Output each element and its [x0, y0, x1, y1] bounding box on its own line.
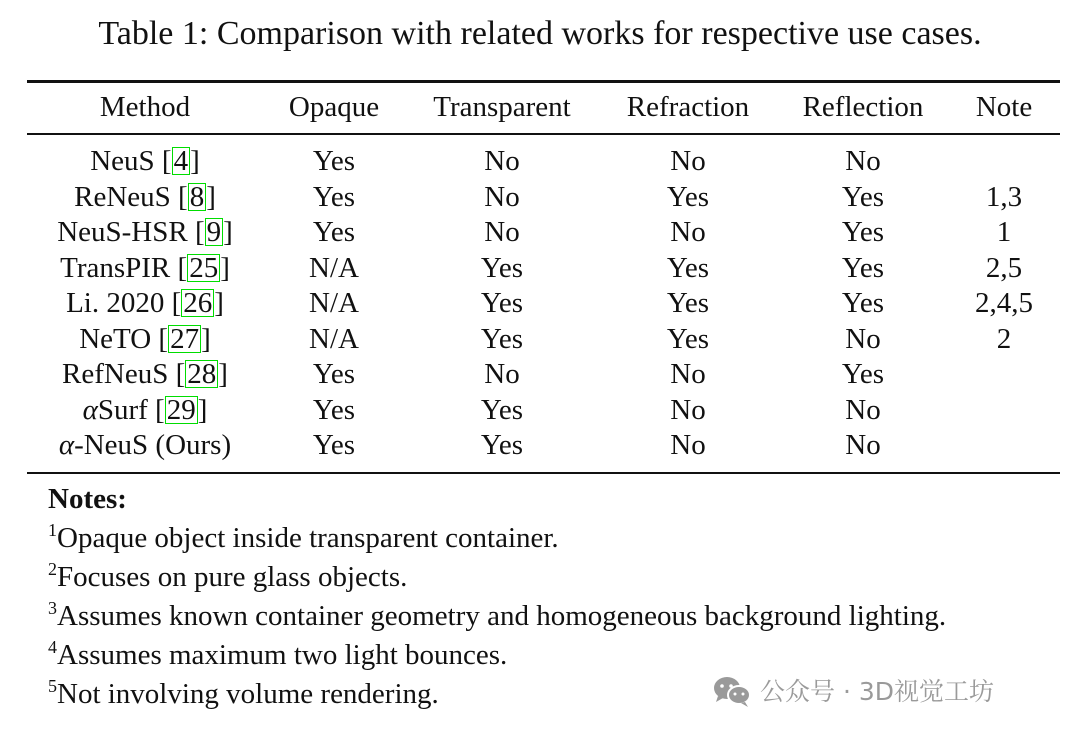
cell-reflection: Yes — [841, 287, 885, 319]
note-number: 2 — [48, 559, 57, 579]
cell-refraction: No — [670, 145, 706, 177]
cell-transparent: No — [484, 358, 520, 390]
table-header-rule — [27, 133, 1060, 135]
watermark — [712, 672, 994, 712]
cell-refraction: Yes — [666, 252, 710, 284]
header-refraction: Refraction — [626, 91, 750, 123]
cell-method: NeuS [4] — [90, 145, 200, 177]
citation-link[interactable]: 8 — [189, 181, 205, 213]
cell-transparent: Yes — [480, 323, 524, 355]
method-name: ReNeuS — [74, 181, 171, 213]
cell-transparent: Yes — [480, 287, 524, 319]
cell-transparent: No — [484, 181, 520, 213]
citation-link[interactable]: 28 — [187, 358, 217, 390]
cell-note: 2,5 — [985, 252, 1023, 284]
cell-reflection: Yes — [841, 181, 885, 213]
cell-refraction: No — [670, 394, 706, 426]
cell-transparent: Yes — [480, 429, 524, 461]
cell-refraction: Yes — [666, 287, 710, 319]
table-top-rule — [27, 80, 1060, 83]
citation-link[interactable]: 25 — [189, 252, 219, 284]
cell-refraction: No — [670, 358, 706, 390]
wechat-icon — [712, 675, 752, 709]
cell-method — [25, 427, 265, 463]
notes-title: Notes: — [48, 483, 127, 515]
cell-method: NeTO [27] — [79, 323, 211, 355]
header-reflection: Reflection — [802, 91, 924, 123]
citation-link[interactable]: 26 — [183, 287, 213, 319]
note-text: Assumes maximum two light bounces. — [57, 639, 508, 671]
note-number: 1 — [48, 520, 57, 540]
note-item — [48, 519, 946, 558]
cell-note: 1 — [996, 216, 1012, 248]
note-number: 3 — [48, 598, 57, 618]
cell-transparent: No — [484, 145, 520, 177]
method-name: -NeuS (Ours) — [74, 429, 232, 461]
cell-opaque: Yes — [312, 181, 356, 213]
note-item — [48, 636, 946, 675]
cell-refraction: Yes — [666, 181, 710, 213]
method-name: RefNeuS — [62, 358, 169, 390]
cell-transparent: Yes — [480, 394, 524, 426]
cell-opaque: N/A — [309, 287, 359, 319]
cell-refraction: Yes — [666, 323, 710, 355]
cell-method: NeuS-HSR [9] — [57, 216, 233, 248]
cell-reflection: Yes — [841, 216, 885, 248]
cell-opaque: Yes — [312, 358, 356, 390]
cell-reflection: No — [845, 145, 881, 177]
cell-opaque: Yes — [312, 394, 356, 426]
method-name: Surf — [97, 394, 148, 426]
cell-opaque: Yes — [312, 145, 356, 177]
header-transparent: Transparent — [433, 91, 571, 123]
cell-opaque: Yes — [312, 429, 356, 461]
cell-note: 2,4,5 — [975, 287, 1033, 319]
cell-transparent: Yes — [480, 252, 524, 284]
cell-method: ReNeuS [8] — [74, 181, 216, 213]
method-name: NeuS — [90, 145, 155, 177]
cell-note: 1,3 — [985, 181, 1023, 213]
cell-reflection: Yes — [841, 252, 885, 284]
header-opaque: Opaque — [288, 91, 380, 123]
note-text: Opaque object inside transparent container. — [57, 522, 559, 554]
table-caption: Table 1: Comparison with related works for respective use cases. — [98, 15, 982, 52]
cell-opaque: N/A — [309, 323, 359, 355]
cell-reflection: Yes — [841, 358, 885, 390]
cell-note: 2 — [996, 323, 1012, 355]
cell-opaque: Yes — [312, 216, 356, 248]
cell-reflection: No — [845, 429, 881, 461]
cell-method: RefNeuS [28] — [62, 358, 228, 390]
cell-refraction: No — [670, 429, 706, 461]
alpha-symbol: α — [58, 429, 75, 461]
note-number: 4 — [48, 637, 57, 657]
note-text: Not involving volume rendering. — [57, 678, 439, 710]
cell-transparent: No — [484, 216, 520, 248]
cell-opaque: N/A — [309, 252, 359, 284]
method-name: NeuS-HSR — [57, 216, 188, 248]
note-item — [48, 597, 946, 636]
note-text: Assumes known container geometry and homogeneous background lighting. — [57, 600, 947, 632]
header-method: Method — [99, 91, 191, 123]
cell-reflection: No — [845, 394, 881, 426]
cell-method: αSurf [29] — [82, 394, 208, 426]
citation-link[interactable]: 4 — [173, 145, 189, 177]
method-name: TransPIR — [60, 252, 171, 284]
note-text: Focuses on pure glass objects. — [57, 561, 408, 593]
cell-refraction: No — [670, 216, 706, 248]
method-name: Li. 2020 — [66, 287, 165, 319]
header-note: Note — [975, 91, 1033, 123]
citation-link[interactable]: 27 — [170, 323, 200, 355]
note-number: 5 — [48, 676, 57, 696]
alpha-symbol: α — [82, 394, 98, 426]
note-item — [48, 558, 946, 597]
watermark-text: 公众号 · 3D视觉工坊 — [760, 677, 994, 706]
citation-link[interactable]: 9 — [206, 216, 222, 248]
cell-method: TransPIR [25] — [60, 252, 230, 284]
citation-link[interactable]: 29 — [166, 394, 196, 426]
cell-method: Li. 2020 [26] — [66, 287, 224, 319]
method-name: NeTO — [79, 323, 152, 355]
table-body-rule — [27, 472, 1060, 474]
cell-reflection: No — [845, 323, 881, 355]
